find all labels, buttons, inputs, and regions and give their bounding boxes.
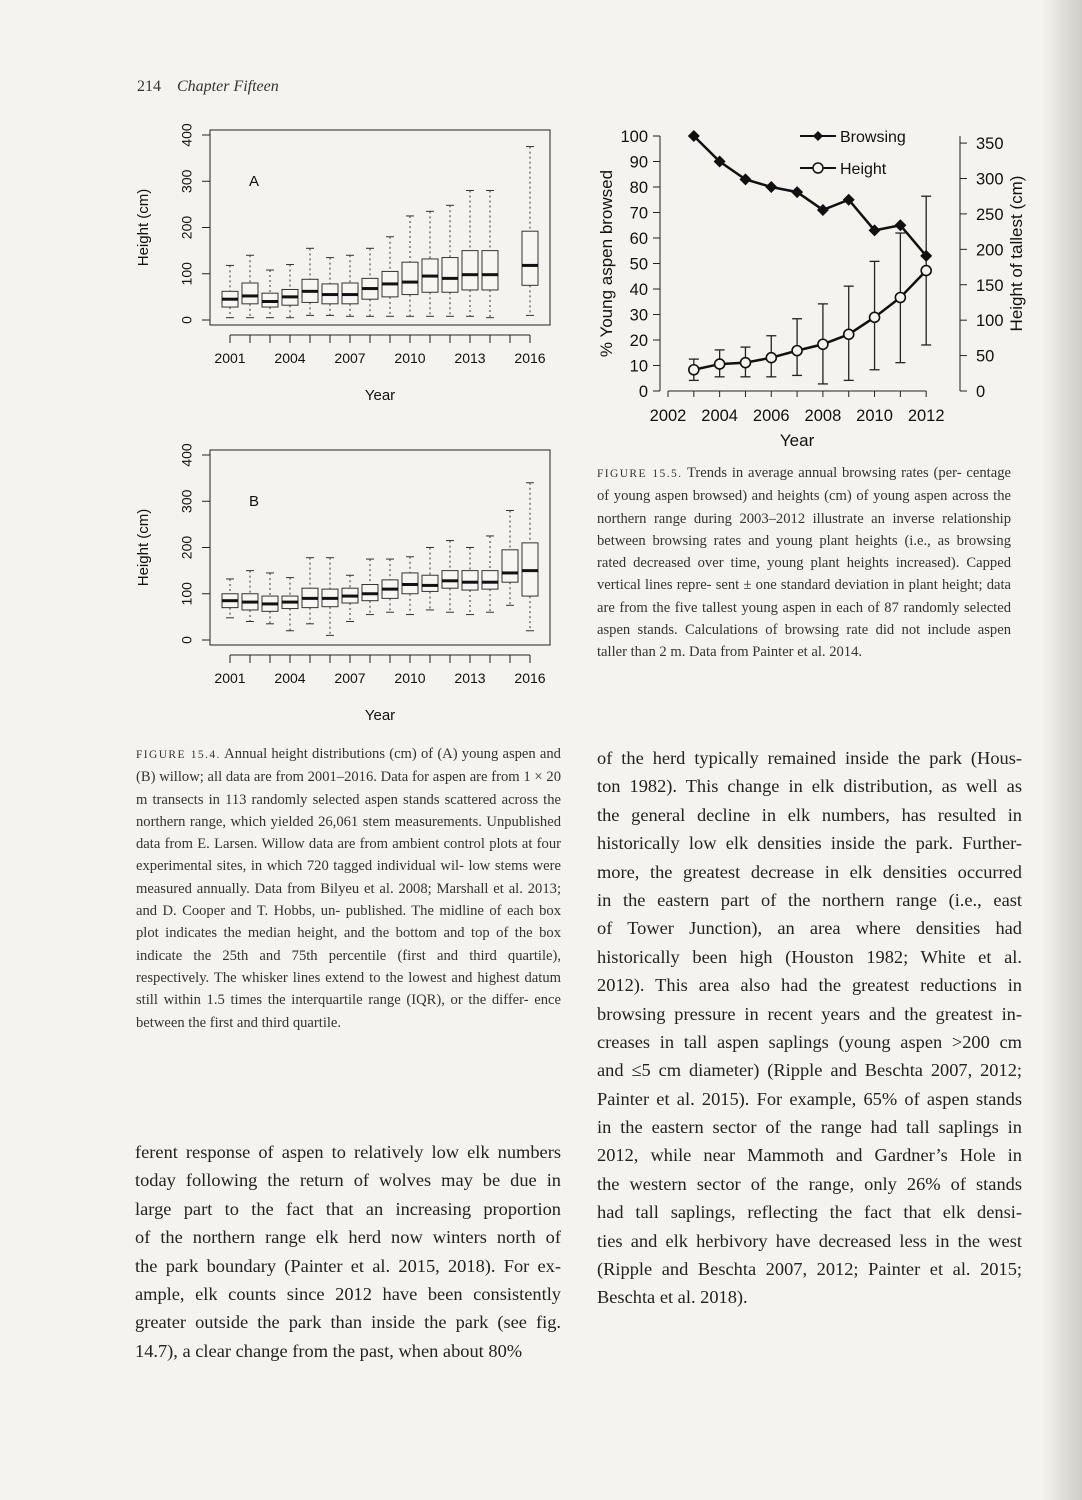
text-line: historically been high (Houston 1982; White et al.: [597, 946, 1022, 967]
text-line: the western sector of the range, only 26% of stands: [597, 1173, 1022, 1194]
box-2002: [242, 283, 258, 304]
height-point: [818, 339, 828, 349]
text-line: had tall saplings, reflecting the fact that elk densi-: [597, 1202, 1022, 1223]
box-2013: [462, 251, 478, 290]
y-tick-label: 400: [178, 443, 195, 467]
text-line: 2012, while near Mammoth and Gardner’s Hole in: [597, 1145, 1022, 1166]
text-line: historically low elk densities inside the park. Further-: [597, 833, 1022, 854]
height-point: [844, 329, 854, 339]
figure-15-4-caption: [136, 743, 561, 1034]
text-line: in the eastern sector of the range had tall saplings in: [597, 1117, 1022, 1138]
text-line: of the northern range elk herd now winters north of: [135, 1227, 561, 1248]
y2-tick-label: 250: [976, 205, 1004, 224]
x-axis-label: Year: [779, 431, 815, 450]
y2-tick-label: 100: [976, 312, 1004, 331]
text-line: large part to the fact that an increasing proportion: [135, 1198, 561, 1219]
y-axis-label: % Young aspen browsed: [597, 169, 616, 358]
text-line: 2012). This area also had the greatest reductions in: [597, 975, 1022, 996]
y-tick-label: 100: [178, 262, 195, 286]
box-2010: [402, 262, 418, 294]
text-line: creases in tall aspen saplings (young aspen >200 cm: [597, 1031, 1022, 1052]
text-line: ferent response of aspen to relatively low elk numbers: [135, 1142, 561, 1162]
text-line: browsing pressure in recent years and the greatest in-: [597, 1003, 1022, 1024]
y-tick-label: 50: [629, 255, 648, 274]
height-point: [870, 312, 880, 322]
x-tick-label: 2004: [274, 350, 306, 366]
x-tick-label: 2006: [752, 407, 790, 425]
x-tick-label: 2001: [214, 350, 246, 366]
y-tick-label: 0: [638, 383, 648, 401]
y-tick-label: 10: [629, 357, 648, 376]
y-tick-label: 60: [629, 230, 648, 248]
y-tick-label: 200: [178, 215, 195, 240]
text-line: Painter et al. 2015). For example, 65% of aspen stands: [597, 1088, 1022, 1109]
y-tick-label: 0: [178, 316, 195, 324]
text-line: 14.7), a clear change from the past, when about 80%: [135, 1340, 523, 1361]
caption-text: Trends in average annual browsing rates (per- centage of young aspen browsed) and heights (cm) of young aspen across the northern range during 2003–2012 illustrate an inverse relationship between browsing rates and young plant heights (i.e., as browsing rated decreased over time, young plant heights increased). Capped vertical lines repre- sent ± one standard deviation in plant height; data are from the five tallest young aspen in each of 87 randomly selected aspen stands. Calculations of browsing rate did not include aspen taller than 2 m. Data from Painter et al. 2014.: [597, 465, 1011, 661]
y-tick-label: 90: [629, 153, 648, 172]
caption-text: Annual height distributions (cm) of (A) young aspen and (B) willow; all data are from 2001–2016. Data for aspen are from 1 × 20 m transects in 113 randomly selected aspen stands scattered across the northern range, which yielded 26,061 stem measurements. Unpublished data from E. Larsen. Willow data are from ambient control plots at four experimental sites, in which 720 tagged individual wil- low stems were measured annually. Data from Bilyeu et al. 2008; Marshall et al. 2013; and D. Cooper and T. Hobbs, un- published. The midline of each box plot indicates the median height, and the bottom and top of the box indicate the 25th and 75th percentile (first and third quartile), respectively. The whisker lines extend to the lowest and highest datum still within 1.5 times the interquartile range (IQR), or the differ- ence between the first and third quartile.: [136, 746, 561, 1031]
text-line: in the eastern part of the northern range (i.e., east: [597, 889, 1022, 910]
box-2014: [482, 571, 498, 590]
y-tick-label: 70: [629, 204, 648, 223]
height-point: [792, 346, 802, 356]
x-tick-label: 2010: [394, 350, 426, 366]
caption-label: FIGURE 15.5.: [597, 468, 683, 480]
y-tick-label: 0: [178, 636, 195, 644]
height-point: [715, 359, 725, 369]
text-line: of Tower Junction), an area where densities had: [597, 918, 1022, 939]
text-line: the general decline in elk numbers, has resulted in: [597, 804, 1022, 825]
x-tick-label: 2013: [454, 670, 486, 686]
y2-tick-label: 0: [976, 383, 986, 401]
x-axis-label: Year: [364, 707, 396, 724]
box-2013: [462, 571, 478, 590]
x-tick-label: 2010: [856, 407, 893, 425]
text-line: Beschta et al. 2018).: [597, 1287, 748, 1308]
x-tick-label: 2004: [701, 407, 738, 425]
text-line: (Ripple and Beschta 2007, 2012; Painter et al. 2015;: [597, 1259, 1022, 1280]
x-tick-label: 2007: [334, 350, 366, 366]
y-axis-label: Height (cm): [135, 188, 152, 267]
x-tick-label: 2007: [334, 670, 366, 686]
text-line: more, the greatest decrease in elk densities occurred: [597, 861, 1022, 882]
plot-frame: [210, 130, 550, 325]
legend-height-label: Height: [840, 161, 887, 178]
y-tick-label: 20: [629, 332, 648, 350]
legend-browsing-marker: [813, 131, 823, 141]
figure-15-5-chart: [590, 120, 1040, 460]
text-line: and ≤5 cm diameter) (Ripple and Beschta 2007, 2012;: [597, 1060, 1022, 1081]
x-tick-label: 2016: [514, 670, 546, 686]
text-line: ample, elk counts since 2012 have been consistently: [135, 1283, 561, 1304]
y-tick-label: 80: [629, 179, 648, 197]
text-line: ton 1982). This change in elk distribution, as well as: [597, 776, 1022, 797]
x-tick-label: 2010: [394, 670, 426, 686]
figure-15-4-panel-b: [130, 440, 570, 740]
y-tick-label: 300: [178, 169, 195, 193]
text-line: ties and elk herbivory have decreased less in the west: [597, 1230, 1022, 1251]
caption-label: FIGURE 15.4.: [136, 749, 221, 761]
y-tick-label: 30: [629, 306, 648, 325]
page-number: 214: [137, 78, 161, 95]
y-tick-label: 400: [178, 123, 195, 147]
x-tick-label: 2016: [514, 350, 546, 366]
x-tick-label: 2001: [214, 670, 246, 686]
figure-15-5-caption: [597, 462, 1011, 664]
height-point: [740, 358, 750, 368]
text-line: greater outside the park than inside the park (see fig.: [135, 1312, 561, 1333]
text-line: of the herd typically remained inside the park (Hous-: [597, 748, 1022, 768]
chapter-title: Chapter Fifteen: [177, 78, 279, 95]
y-tick-label: 200: [178, 535, 195, 560]
x-axis-label: Year: [364, 387, 396, 404]
box-2011: [422, 575, 438, 591]
x-tick-label: 2004: [274, 670, 306, 686]
running-head: [137, 78, 279, 96]
y2-tick-label: 200: [976, 241, 1004, 260]
x-tick-label: 2013: [454, 350, 486, 366]
legend-browsing-label: Browsing: [840, 129, 906, 146]
y-tick-label: 300: [178, 489, 195, 513]
y2-tick-label: 300: [976, 170, 1004, 189]
y2-axis-label: Height of tallest (cm): [1007, 175, 1026, 332]
y2-tick-label: 350: [976, 135, 1004, 154]
height-point: [921, 266, 931, 276]
y2-tick-label: 150: [976, 276, 1004, 295]
panel-label: B: [248, 493, 260, 510]
legend-height-marker: [813, 163, 823, 173]
box-2012: [442, 258, 458, 293]
y-tick-label: 40: [629, 281, 648, 299]
height-line: [694, 271, 926, 370]
plot-frame: [210, 450, 550, 645]
figure-15-4-panel-a: [130, 120, 570, 420]
box-2014: [482, 251, 498, 290]
browsing-point: [765, 181, 777, 193]
y2-tick-label: 50: [976, 347, 995, 366]
page-edge-shadow: [1042, 0, 1082, 1500]
panel-label: A: [248, 173, 260, 190]
browsing-line: [694, 136, 926, 256]
x-tick-label: 2002: [649, 407, 687, 425]
box-2016: [522, 231, 538, 285]
text-line: today following the return of wolves may be due in: [135, 1170, 561, 1191]
body-text-right-column: [597, 744, 1022, 1312]
height-point: [689, 365, 699, 375]
height-point: [766, 353, 776, 363]
box-2015: [502, 550, 518, 582]
x-tick-label: 2012: [907, 407, 945, 425]
y-tick-label: 100: [178, 582, 195, 606]
height-point: [895, 293, 905, 303]
y-tick-label: 100: [620, 128, 648, 146]
text-line: the park boundary (Painter et al. 2015, 2018). For ex-: [135, 1255, 561, 1276]
body-text-left-column: [135, 1138, 561, 1365]
y-axis-label: Height (cm): [135, 508, 152, 587]
x-tick-label: 2008: [804, 407, 842, 425]
